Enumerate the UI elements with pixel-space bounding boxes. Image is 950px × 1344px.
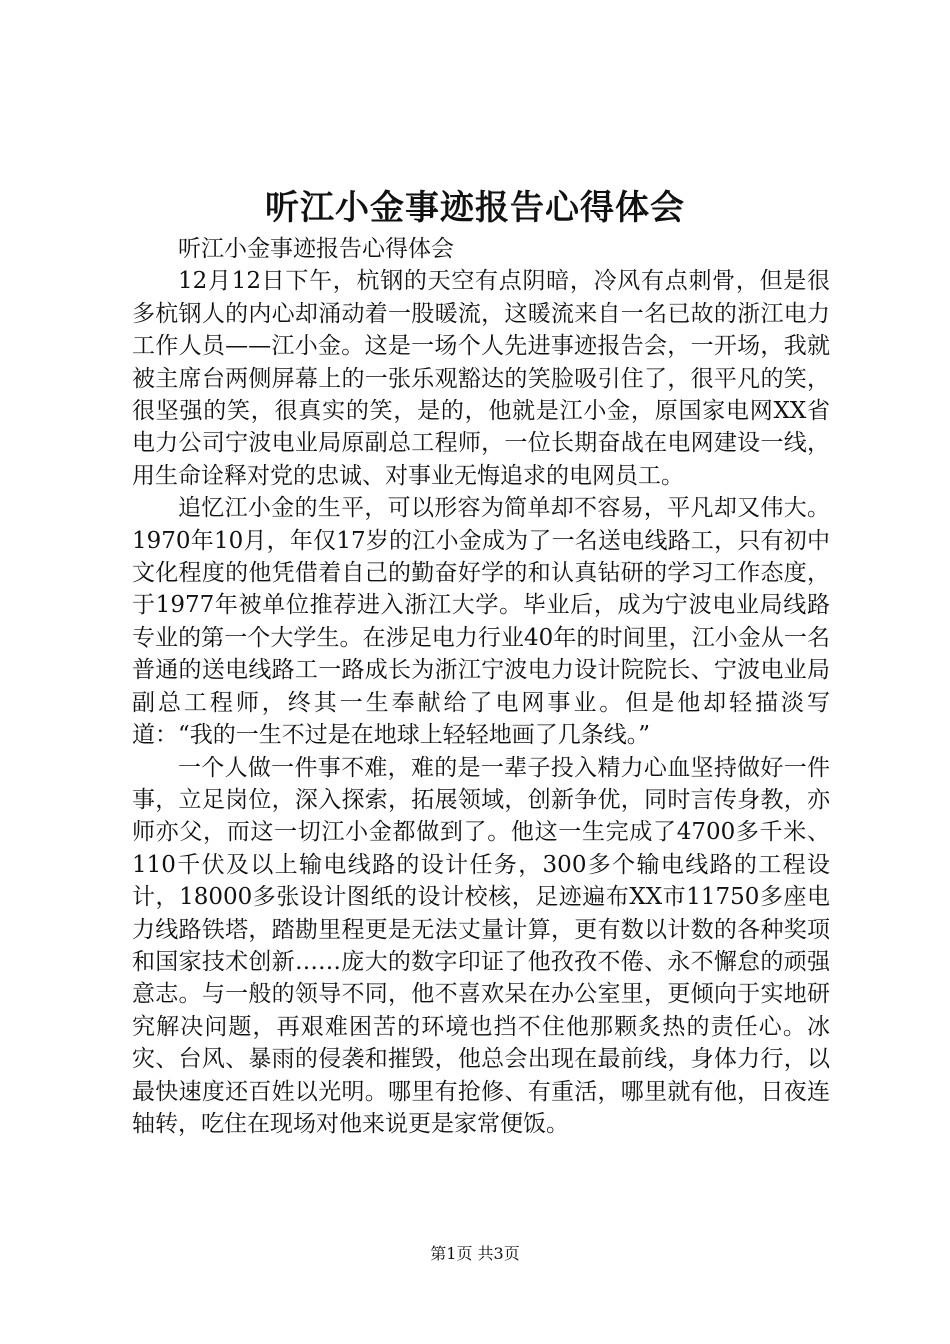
document-title: 听江小金事迹报告心得体会 [265,188,685,228]
paragraph: 追忆江小金的生平，可以形容为简单却不容易，平凡却又伟大。1970年10月，年仅17岁的江小金成为了一名送电线路工，只有初中文化程度的他凭借着自己的勤奋好学的和认真钻研的学习工作态度，于1977年被单位推荐进入浙江大学。毕业后，成为宁波电业局线路专业的第一个大学生。在涉足电力行业40年的时间里，江小金从一名普通的送电线路工一路成长为浙江宁波电力设计院院长、宁波电业局副总工程师，终其一生奉献给了电网事业。但是他却轻描淡写道：“我的一生不过是在地球上轻轻地画了几条线。” [132,495,830,749]
page-footer: 第1页 共3页 [430,1244,520,1263]
document-body [132,233,830,1140]
paragraph: 12月12日下午，杭钢的天空有点阴暗，冷风有点刺骨，但是很多杭钢人的内心却涌动着一股暖流，这暖流来自一名已故的浙江电力工作人员——江小金。这是一场个人先进事迹报告会，一开场，我就被主席台两侧屏幕上的一张乐观豁达的笑脸吸引住了，很平凡的笑，很坚强的笑，很真实的笑，是的，他就是江小金，原国家电网XX省电力公司宁波电业局原副总工程师，一位长期奋战在电网建设一线，用生命诠释对党的忠诚、对事业无悔追求的电网员工。 [132,268,830,489]
paragraph: 一个人做一件事不难，难的是一辈子投入精力心血坚持做好一件事，立足岗位，深入探索，拓展领域，创新争优，同时言传身教，亦师亦父，而这一切江小金都做到了。他这一生完成了4700多千米、110千伏及以上输电线路的设计任务，300多个输电线路的工程设计，18000多张设计图纸的设计校核，足迹遍布XX市11750多座电力线路铁塔，踏勘里程更是无法丈量计算，更有数以计数的各种奖项和国家技术创新……庞大的数字印证了他孜孜不倦、永不懈怠的顽强意志。与一般的领导不同，他不喜欢呆在办公室里，更倾向于实地研究解决问题，再艰难困苦的环境也挡不住他那颗炙热的责任心。冰灾、台风、暴雨的侵袭和摧毁，他总会出现在最前线，身体力行，以最快速度还百姓以光明。哪里有抢修、有重活，哪里就有他，日夜连轴转，吃住在现场对他来说更是家常便饭。 [132,754,830,1137]
paragraph-subtitle: 听江小金事迹报告心得体会 [178,236,454,262]
